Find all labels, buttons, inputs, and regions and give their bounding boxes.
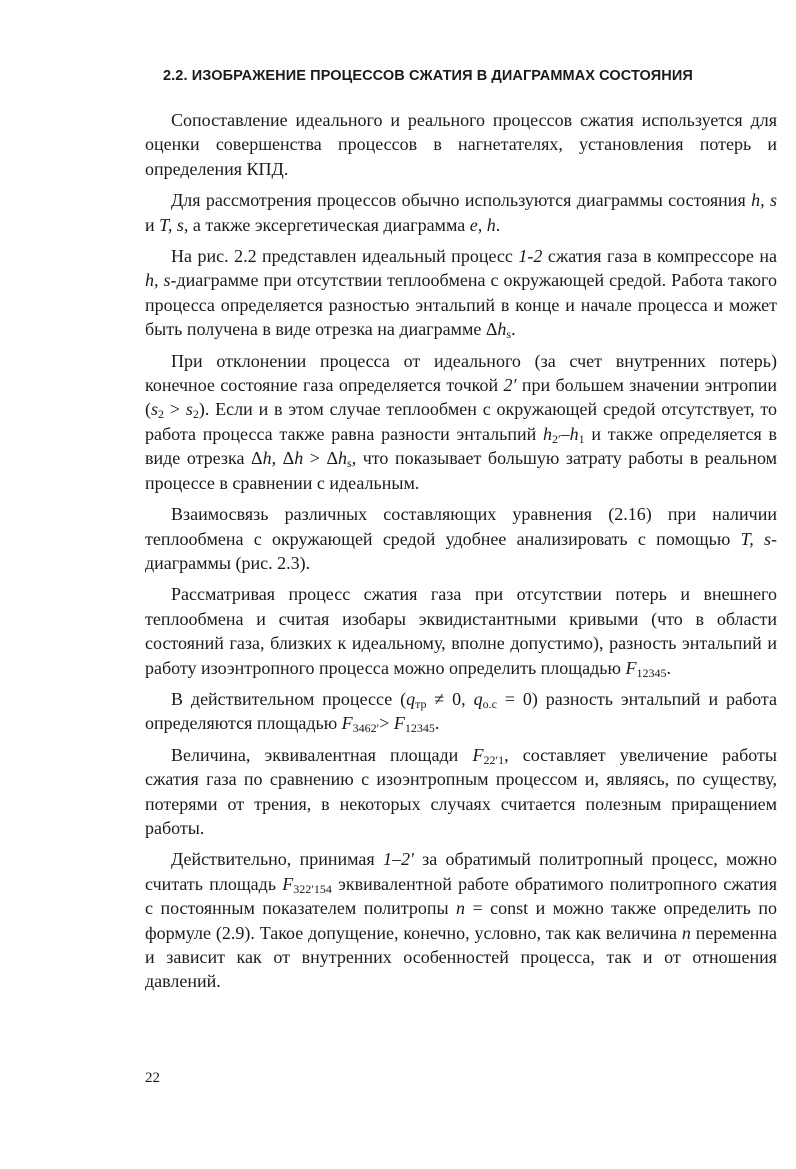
paragraph-7: В действительном процессе ($q_{тр} \ne 0$, $q_{о.с} = 0$) разность энтальпий и работа определяются площадью $F_{3462'}> F_{12345}$.	[145, 688, 777, 736]
body-text	[145, 108, 777, 994]
paragraph-4: При отклонении процесса от идеального (за счет внутренних потерь) конечное состояние газа определяется точкой 2′ при большем значении энтропии $(s_2 > s_2)$. Если и в этом случае теплообмен с окружающей средой отсутствует, то работа процесса также равна разности энтальпий $h_{2'}-h_1$ и также определяется в виде отрезка Δh, $\Delta h > \Delta h_s$, что показывает большую затрату работы в реальном процессе в сравнении с идеальным.	[145, 350, 777, 493]
page-number: 22	[145, 1070, 160, 1086]
paragraph-6: Рассматривая процесс сжатия газа при отсутствии потерь и внешнего теплообмена и считая изобары эквидистантными кривыми (что в области состояний газа, близких к идеальному, вполне допустимо), разность энтальпий и работу изоэнтропного процесса можно определить площадью $F_{12345}$.	[145, 584, 777, 680]
section-heading: 2.2. ИЗОБРАЖЕНИЕ ПРОЦЕССОВ СЖАТИЯ В ДИАГРАММАХ СОСТОЯНИЯ	[163, 68, 693, 84]
paragraph-8: Величина, эквивалентная площади $F_{22'1}$, составляет увеличение работы сжатия газа по сравнению с изоэнтропным процессом и, являясь, по существу, потерями от трения, в некоторых случаях считается полезным приращением работы.	[145, 744, 778, 838]
paragraph-3: На рис. 2.2 представлен идеальный процесс 1-2 сжатия газа в компрессоре на h, s-диаграмме при отсутствии теплообмена с окружающей средой. Работа такого процесса определяется разностью энтальпий в конце и начале процесса и может быть получена в виде отрезка на диаграмме $\Delta h_s$.	[145, 246, 777, 342]
paragraph-2: Для рассмотрения процессов обычно используются диаграммы состояния h, s и T, s, а также эксергетическая диаграмма e, h.	[145, 190, 777, 235]
paragraph-1: Сопоставление идеального и реального процессов сжатия используется для оценки совершенства процессов в нагнетателях, установления потерь и определения КПД.	[145, 110, 777, 179]
paragraph-9: Действительно, принимая 1–2′ за обратимый политропный процесс, можно считать площадь $F_{322'154}$ эквивалентной работе обратимого политропного сжатия с постоянным показателем политропы n = const и можно также определить по формуле (2.9). Такое допущение, конечно, условно, так как величина n переменна и зависит как от внутренних особенностей процесса, так и от отношения давлений.	[145, 849, 777, 992]
paragraph-5: Взаимосвязь различных составляющих уравнения (2.16) при наличии теплообмена с окружающей средой удобнее анализировать с помощью T, s-диаграммы (рис. 2.3).	[145, 504, 777, 573]
